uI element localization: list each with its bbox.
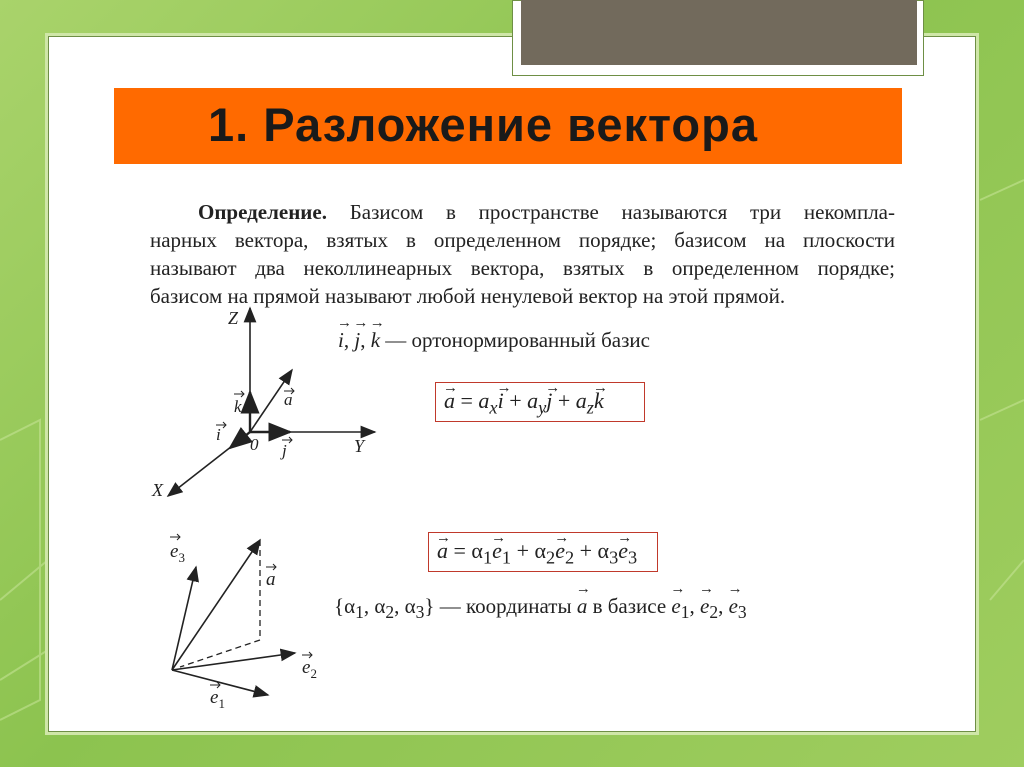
e1-label: $e_1$ xyxy=(210,687,225,711)
vector-k-label: k xyxy=(234,397,242,416)
a-label: a xyxy=(266,569,276,590)
top-tab-fill xyxy=(521,0,917,65)
origin-label: 0 xyxy=(250,435,259,454)
definition-line-1: Определение. Базисом в пространстве называются три некомпла- xyxy=(198,200,895,224)
e3-label: $e_3$ xyxy=(170,541,185,565)
vector-e2-line xyxy=(172,653,295,670)
vector-e1-line xyxy=(172,670,268,695)
page-title: 1. Разложение вектора xyxy=(208,98,758,151)
formula-decomposition-ijk: → $a = a_x\to i + a_y\to j + a_z\to k$ xyxy=(435,382,645,422)
vector-a2-line xyxy=(172,540,260,670)
basis-k: → k xyxy=(371,328,380,353)
definition-paragraph xyxy=(150,198,895,310)
orthonormal-basis-caption: → i, → j, → k — ортонормированный базис xyxy=(338,328,650,353)
orthonormal-text: — ортонормированный базис xyxy=(385,328,650,352)
e2-label: $e_2$ xyxy=(302,657,317,681)
basis-i: → i xyxy=(338,328,344,353)
vector-i-line xyxy=(230,432,250,448)
definition-line-4: базисом на прямой называют любой ненулевой вектор на этой прямой. xyxy=(150,284,786,308)
y-axis-label: Y xyxy=(354,436,365,456)
x-axis-label: X xyxy=(152,480,163,500)
definition-line-3: называют два неколлинеарных вектора, взятых в определенном порядке; xyxy=(150,256,895,280)
vector-j-label: j xyxy=(282,441,287,460)
vector-a-label: a xyxy=(284,390,293,409)
definition-line-2: нарных вектора, взятых в определенном порядке; базисом на плоскости xyxy=(150,228,895,252)
definition-term: Определение. xyxy=(198,200,327,224)
formula-decomposition-e: → $a = \alpha_1\to e_1 + \alpha_2\to e_2 + \alpha_3\to e_3$ xyxy=(428,532,658,572)
basis-e-diagram xyxy=(150,525,340,715)
vector-e3-line xyxy=(172,567,196,670)
basis-j: → j xyxy=(354,328,360,353)
coordinates-caption: {$\alpha_1$, $\alpha_2$, $\alpha_3$} — координаты → a в базисе → $e_1$, → $e_2$, → $e_3$ xyxy=(334,594,747,623)
vector-i-label: i xyxy=(216,425,221,444)
z-axis-label: Z xyxy=(228,308,239,328)
